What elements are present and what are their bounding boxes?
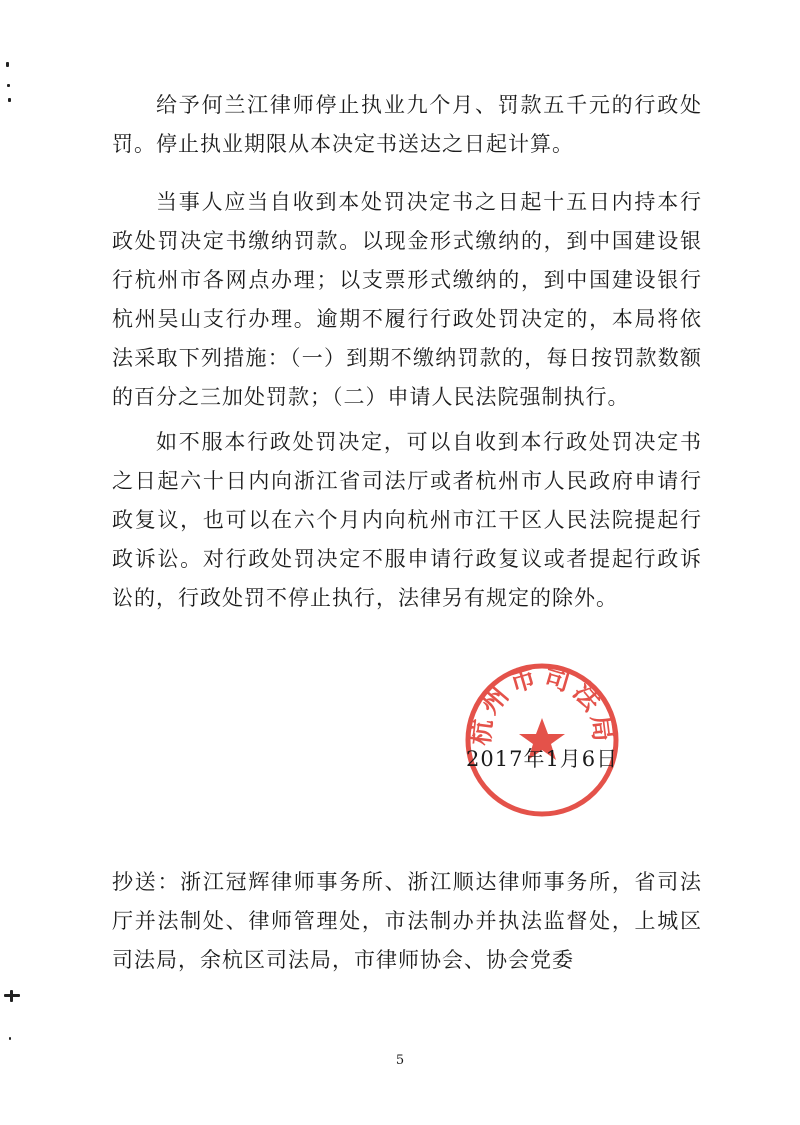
scan-artifact	[9, 1037, 11, 1040]
appeal-rights-paragraph: 如不服本行政处罚决定，可以自收到本行政处罚决定书之日起六十日内向浙江省司法厅或者杭州市人民政府申请行政复议，也可以在六个月内向杭州市江干区人民法院提起行政诉讼。对行政处罚决定不服申请行政复议或者提起行政诉讼的，行政处罚不停止执行，法律另有规定的除外。	[112, 430, 702, 610]
seal-text: 杭州市司法局	[465, 661, 619, 748]
page-number: 5	[395, 1053, 405, 1068]
payment-instructions-paragraph: 当事人应当自收到本处罚决定书之日起十五日内持本行政处罚决定书缴纳罚款。以现金形式缴纳的，到中国建设银行杭州市各网点办理；以支票形式缴纳的，到中国建设银行杭州吴山支行办理。逾期不履行行政处罚决定的，本局将依法采取下列措施：（一）到期不缴纳罚款的，每日按罚款数额的百分之三加处罚款；（二）申请人民法院强制执行。	[112, 190, 702, 409]
issue-date: 2017年1月6日	[466, 747, 619, 771]
scan-artifact	[8, 98, 11, 102]
cc-distribution-list: 抄送：浙江冠辉律师事务所、浙江顺达律师事务所，省司法厅并法制处、律师管理处，市法制办并执法监督处，上城区司法局，余杭区司法局，市律师协会、协会党委	[112, 870, 702, 972]
official-seal	[462, 660, 622, 820]
scan-artifact	[10, 990, 13, 1002]
scan-artifact	[7, 84, 10, 87]
scan-artifact	[6, 62, 9, 67]
decision-paragraph: 给予何兰江律师停止执业九个月、罚款五千元的行政处罚。停止执业期限从本决定书送达之日起计算。	[112, 93, 702, 156]
